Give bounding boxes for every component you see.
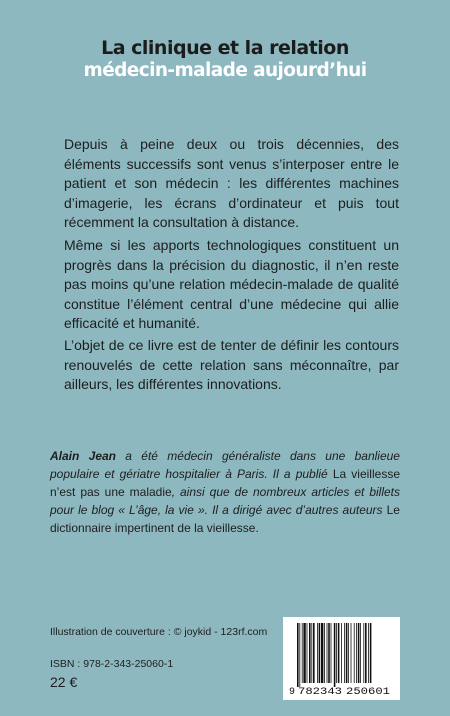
summary-paragraph-1 bbox=[64, 135, 399, 233]
barcode-bar bbox=[309, 623, 311, 683]
book-title bbox=[0, 36, 450, 82]
barcode-bar bbox=[346, 623, 348, 683]
paragraph-text: Même si les apports technologiques constituent un progrès dans la précision du diagnostic, il n’en reste pas moins qu’une relation médecin-malade de qualité constitue l’élément central d’une médecine qui allie efficacité et humanité. bbox=[64, 237, 399, 331]
bio-text-2: , ainsi que de nombreux articles et billets pour le blog « bbox=[50, 485, 400, 517]
barcode-bar bbox=[307, 623, 308, 683]
barcode-bar bbox=[313, 623, 315, 683]
barcode-bar bbox=[338, 623, 340, 683]
barcode-bar bbox=[321, 623, 323, 683]
isbn: ISBN : 978-2-343-25060-1 bbox=[50, 658, 174, 670]
author-name: Alain Jean bbox=[50, 449, 116, 463]
barcode-right-digits: 250601 bbox=[346, 687, 390, 698]
barcode-bar bbox=[368, 623, 369, 683]
paragraph-text: L’objet de ce livre est de tenter de définir les contours renouvelés de cette relation sans méconnaître, par ailleurs, les différentes innovations. bbox=[64, 337, 399, 392]
paragraph-text: Depuis à peine deux ou trois décennies, des éléments successifs sont venus s’interposer entre le patient et son médecin : les différentes machines d’imagerie, les écrans d’ordinateur et puis tout récemment la consultation à distance. bbox=[64, 136, 399, 230]
cover-illustration-credit: Illustration de couverture : © joykid - 123rf.com bbox=[50, 626, 268, 638]
barcode-bar bbox=[299, 623, 300, 687]
barcode-bar bbox=[303, 623, 305, 683]
barcode-bar bbox=[334, 623, 336, 687]
blog-name: L’âge, la vie bbox=[129, 503, 194, 517]
barcode-bar bbox=[354, 623, 355, 683]
title-line-2: médecin-malade aujourd’hui bbox=[83, 60, 367, 81]
barcode-bar bbox=[336, 623, 337, 683]
barcode-bar bbox=[370, 623, 372, 683]
barcode-bar bbox=[328, 623, 330, 683]
barcode-graphic bbox=[283, 617, 400, 700]
barcode-bar bbox=[348, 623, 349, 683]
barcode-bar bbox=[319, 623, 321, 683]
price: 22 € bbox=[50, 674, 78, 690]
barcode-bar bbox=[297, 623, 299, 687]
author-bio bbox=[50, 447, 400, 537]
barcode-bar bbox=[311, 623, 312, 683]
barcode-bar bbox=[351, 623, 352, 683]
barcode-bar bbox=[302, 623, 303, 683]
bio-text-4: . bbox=[255, 521, 259, 535]
barcode-bar bbox=[317, 623, 318, 683]
barcode-left-digits: 782343 bbox=[298, 687, 342, 698]
barcode-bar bbox=[365, 623, 367, 683]
barcode-bar bbox=[358, 623, 360, 683]
barcode-bar bbox=[363, 623, 364, 683]
bio-text-1: a été médecin généraliste dans une banlieue populaire et gériatre hospitalier à Paris. Il a publié bbox=[50, 449, 400, 481]
bio-text-3: ». Il a dirigé avec d’autres auteurs bbox=[193, 503, 387, 517]
barcode-bar bbox=[360, 623, 361, 683]
barcode-bar bbox=[356, 623, 357, 683]
book-title-1: La vieillesse n’est pas une maladie bbox=[50, 467, 400, 499]
barcode-first-digit: 9 bbox=[289, 687, 296, 698]
barcode-bar bbox=[327, 623, 328, 683]
barcode-bar bbox=[344, 623, 345, 683]
barcode-bar bbox=[324, 623, 325, 683]
barcode bbox=[283, 617, 400, 700]
barcode-bars bbox=[297, 623, 371, 687]
barcode-bar bbox=[331, 623, 332, 683]
barcode-bar bbox=[341, 623, 342, 683]
summary-paragraph-3 bbox=[64, 336, 399, 395]
title-line-1: La clinique et la relation bbox=[101, 37, 349, 59]
summary-paragraph-2 bbox=[64, 236, 399, 334]
book-title-2: Le dictionnaire impertinent de la vieillesse bbox=[50, 503, 400, 535]
